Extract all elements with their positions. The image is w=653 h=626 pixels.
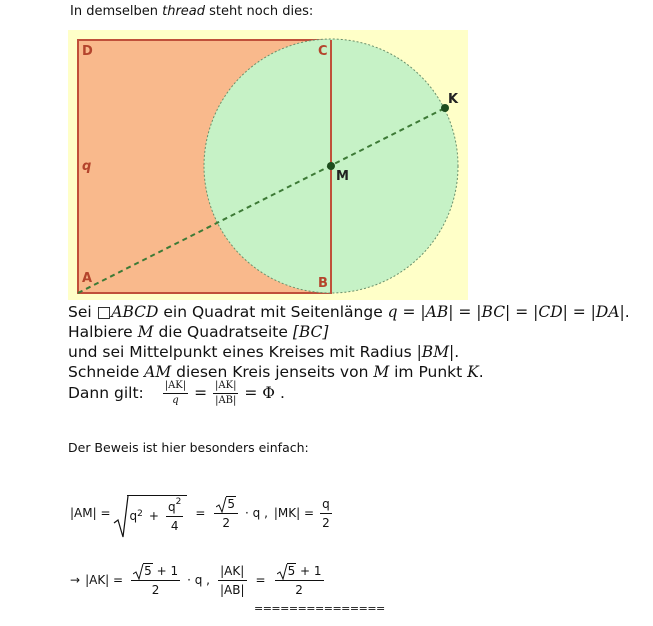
result-underline: =============== xyxy=(254,602,385,615)
line2-m: M xyxy=(137,323,154,341)
geometry-figure xyxy=(68,30,468,300)
line1-b: ein Quadrat mit Seitenlänge xyxy=(158,303,388,321)
sqrt5-over-2 xyxy=(214,498,238,529)
intro-italic: thread xyxy=(162,4,206,19)
line4-m: M xyxy=(373,363,390,381)
line4-d: . xyxy=(478,363,484,381)
mk-num: q xyxy=(320,498,332,514)
q-over-2 xyxy=(320,498,332,529)
label-b: B xyxy=(318,276,328,291)
phi-value: = Φ xyxy=(244,384,276,402)
label-a: A xyxy=(82,271,93,286)
ak-times-q: · q , xyxy=(187,573,210,587)
intro-text xyxy=(70,4,313,19)
fraction-ak-over-ab xyxy=(213,381,238,406)
line3-bm: |BM| xyxy=(416,343,455,361)
q2-over-4 xyxy=(166,496,183,533)
ratio-den2: 2 xyxy=(295,582,303,597)
ratio-num: |AK| xyxy=(218,565,247,581)
frac1-denominator: q xyxy=(172,395,179,406)
rad-q: q xyxy=(129,508,138,523)
q2-base: q xyxy=(167,499,176,514)
q2-den: 4 xyxy=(170,518,179,533)
ratio-equals: = xyxy=(255,573,266,587)
square-symbol: □ xyxy=(96,303,112,321)
sqrt5-den: 2 xyxy=(222,515,231,530)
frac2-denominator: |AB| xyxy=(215,395,237,406)
am-lhs: |AM| = xyxy=(70,506,111,520)
implies-arrow: → xyxy=(70,573,81,587)
line2-b: die Quadratseite xyxy=(153,323,293,341)
line1-expr: q = |AB| = |BC| = |CD| = |DA| xyxy=(387,303,625,321)
fraction-ak-over-q xyxy=(163,381,188,406)
label-m: M xyxy=(336,169,349,184)
label-q: q xyxy=(82,159,92,174)
point-m xyxy=(327,162,335,170)
line4-a: Schneide xyxy=(68,363,145,381)
big-radical xyxy=(113,495,188,532)
radical-sign xyxy=(113,495,129,539)
proof-intro: Der Beweis ist hier besonders einfach: xyxy=(68,440,309,455)
times-q: · q , xyxy=(245,506,268,520)
line3-b: . xyxy=(454,343,460,361)
line5-a: Dann gilt: xyxy=(68,384,144,402)
ratio-sqrt5: 5 xyxy=(287,563,296,578)
label-k: K xyxy=(448,92,459,107)
intro-after: steht noch dies: xyxy=(205,4,314,19)
mk-den: 2 xyxy=(322,515,330,530)
line4-b: diesen Kreis jenseits von xyxy=(171,363,374,381)
line4-am: AM xyxy=(144,363,172,381)
frac1-numerator: |AK| xyxy=(163,381,188,394)
golden-fraction-2 xyxy=(275,565,324,596)
mk-lhs: |MK| = xyxy=(273,506,315,520)
sqrt5-value: 5 xyxy=(227,496,236,511)
line2-a: Halbiere xyxy=(68,323,138,341)
ak-sqrt5: 5 xyxy=(144,563,152,578)
line3-a: und sei Mittelpunkt eines Kreises mit Radius xyxy=(68,343,417,361)
statement-line-1 xyxy=(68,302,630,322)
statement-line-5 xyxy=(68,381,285,406)
line1-c: . xyxy=(624,303,630,321)
q2-exp: 2 xyxy=(175,496,182,507)
proof-line-2 xyxy=(70,555,325,605)
statement-line-2 xyxy=(68,322,328,342)
line2-bc: [BC] xyxy=(292,323,329,341)
line4-c: im Punkt xyxy=(389,363,468,381)
ratio-den: |AB| xyxy=(219,582,245,597)
statement-line-4 xyxy=(68,362,484,382)
ak-den: 2 xyxy=(151,582,160,597)
label-d: D xyxy=(82,44,93,59)
line5-end: . xyxy=(279,384,285,402)
ak-over-ab xyxy=(218,565,247,596)
rad-plus: + xyxy=(148,508,159,523)
line1-a: Sei xyxy=(68,303,97,321)
frac2-numerator: |AK| xyxy=(213,381,238,394)
rad-q-exp: 2 xyxy=(137,508,143,519)
ak-plus1: + 1 xyxy=(156,563,179,578)
proof-line-1 xyxy=(70,478,333,548)
line5-equals: = xyxy=(194,384,208,402)
golden-fraction-1 xyxy=(131,565,180,596)
statement-line-3 xyxy=(68,342,459,362)
label-c: C xyxy=(318,44,328,59)
ak-lhs: |AK| = xyxy=(85,573,124,587)
line4-k: K xyxy=(467,363,479,381)
ratio-plus1: + 1 xyxy=(300,563,322,578)
intro-before: In demselben xyxy=(70,4,163,19)
line1-abcd: ABCD xyxy=(111,303,159,321)
am-equals: = xyxy=(195,506,206,520)
